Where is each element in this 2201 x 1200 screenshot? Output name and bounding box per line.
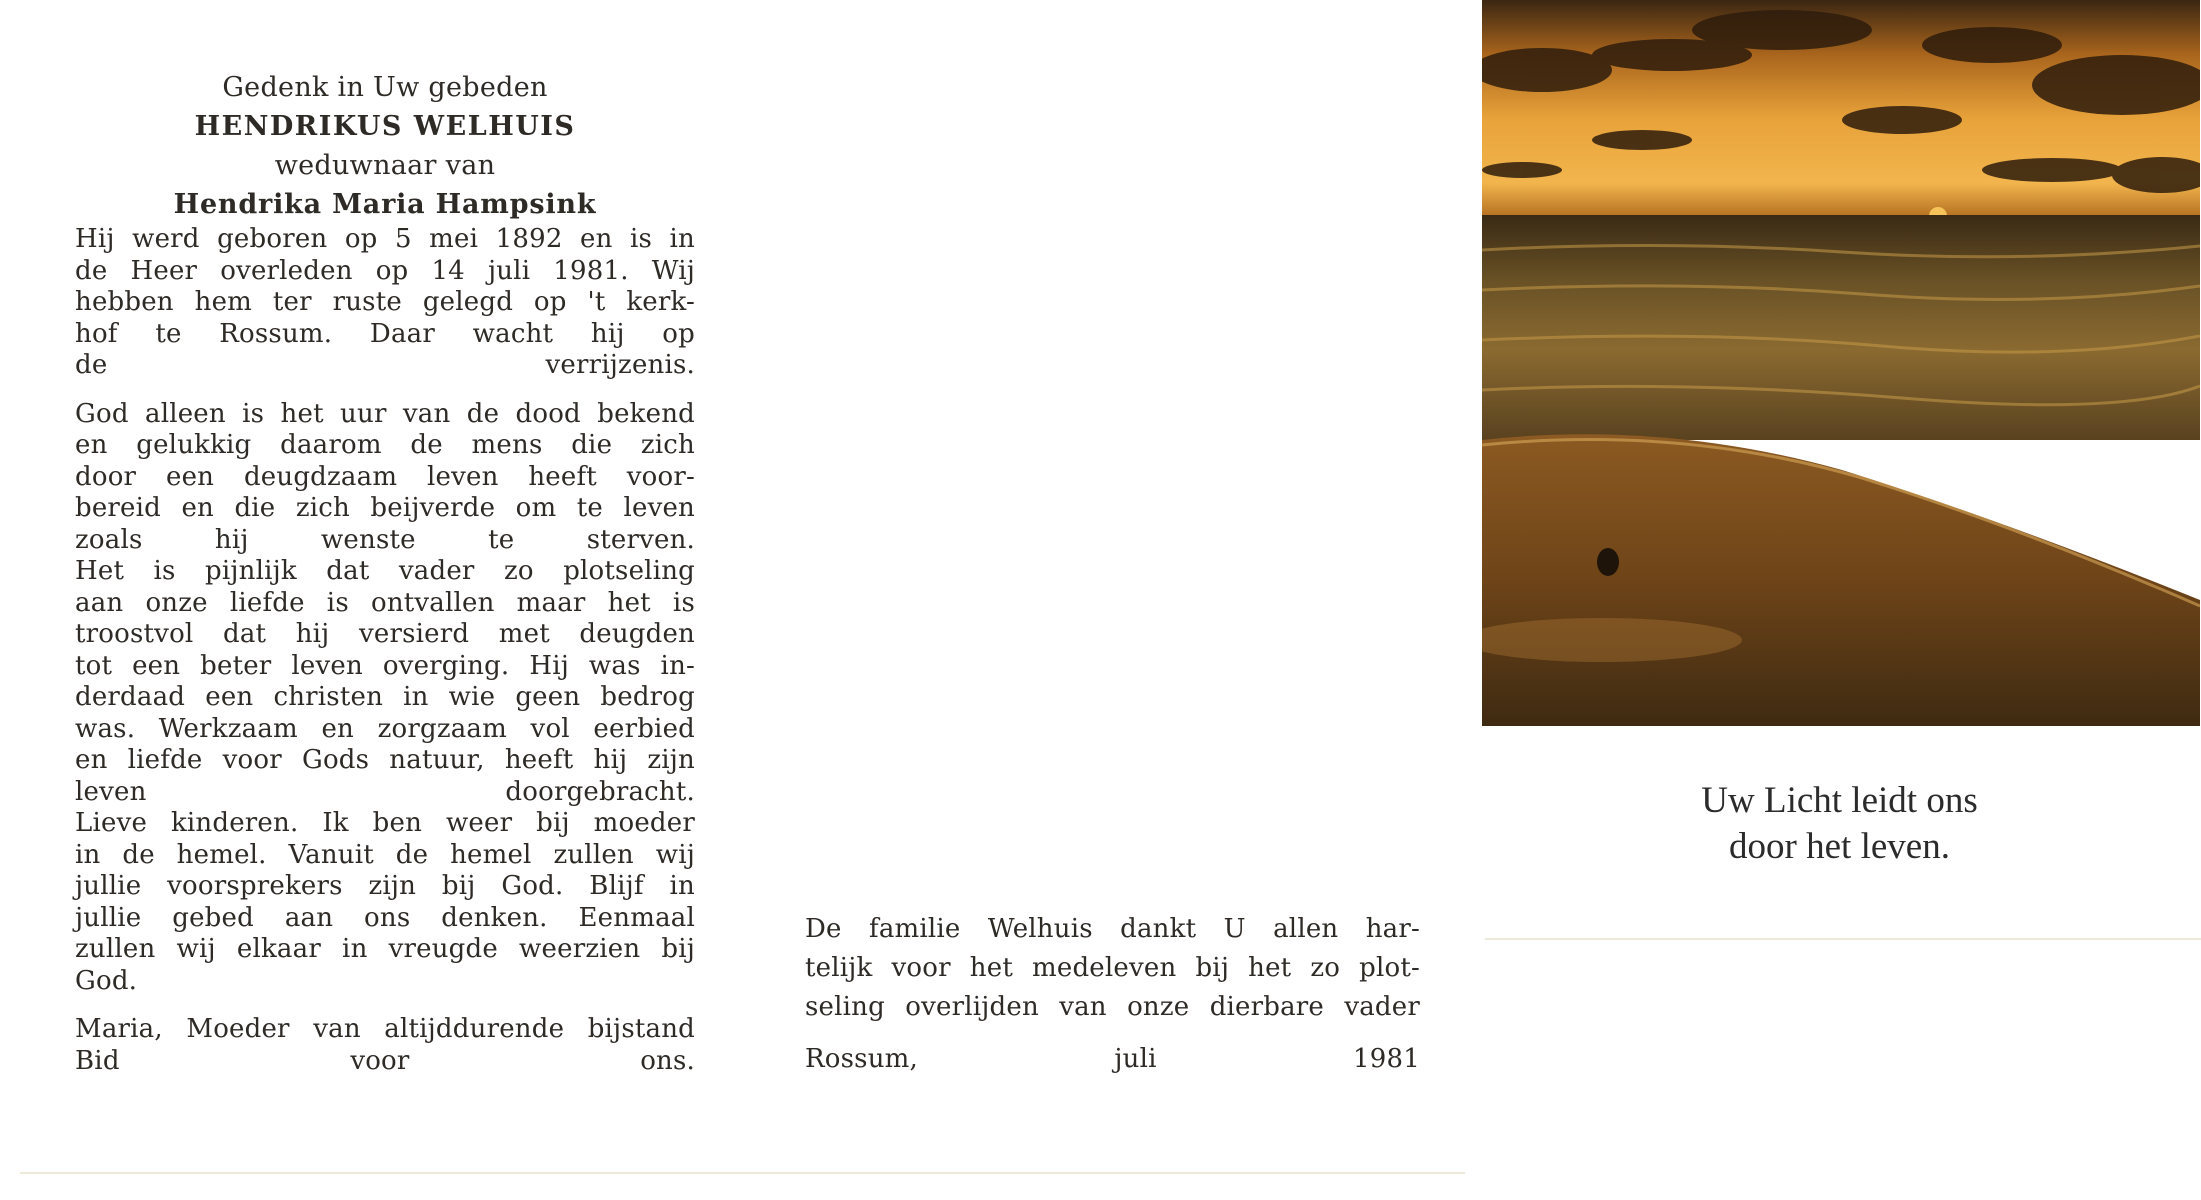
text-line: derdaad een christen in wie geen bedrog [75, 682, 695, 712]
text-line: zoals hij wenste te sterven. [75, 524, 695, 555]
card-edge [1485, 938, 2201, 940]
thanks-line: telijk voor het medeleven bij het zo plot- [805, 953, 1420, 983]
bio-line: de verrijzenis. [75, 350, 695, 380]
text-line: was. Werkzaam en zorgzaam vol eerbied [75, 713, 695, 744]
header-line: Gedenk in Uw gebeden [222, 72, 548, 103]
prayer-line: Bid voor ons. [75, 1045, 695, 1076]
prayer [75, 1014, 695, 1077]
caption-line: door het leven. [1729, 826, 1950, 867]
bio-line: hof te Rossum. Daar wacht hij op [75, 318, 695, 349]
header-line: weduwnaar van [274, 150, 496, 181]
text-line: God alleen is het uur van de dood bekend [75, 398, 695, 429]
text-line: in de hemel. Vanuit de hemel zullen wij [75, 839, 695, 870]
text-line: en liefde voor Gods natuur, heeft hij zijn [75, 745, 695, 775]
caption-line: Uw Licht leidt ons [1701, 780, 1978, 821]
text-line: Lieve kinderen. Ik ben weer bij moeder [75, 808, 695, 838]
text-line: bereid en die zich beijverde om te leven [75, 493, 695, 523]
sunset-sea-photo [1482, 0, 2200, 726]
text-line: God. [75, 965, 138, 996]
text-line: en gelukkig daarom de mens die zich [75, 430, 695, 460]
text-line: zullen wij elkaar in vreugde weerzien bij [75, 934, 695, 964]
text-line: tot een beter leven overging. Hij was in- [75, 650, 695, 681]
middle-panel [805, 910, 1420, 1076]
text-line: leven doorgebracht. [75, 776, 695, 807]
deceased-name: HENDRIKUS WELHUIS [194, 111, 576, 142]
memorial-text [75, 399, 695, 998]
left-panel [75, 68, 695, 1077]
place-date [805, 1044, 1420, 1076]
biography [75, 224, 695, 382]
text-line: jullie voorsprekers zijn bij God. Blijf in [75, 871, 695, 901]
right-panel [1478, 0, 2201, 940]
text-line: troostvol dat hij versierd met deugden [75, 619, 695, 649]
text-line: Het is pijnlijk dat vader zo plotseling [75, 556, 695, 586]
bio-line: Hij werd geboren op 5 mei 1892 en is in [75, 224, 695, 254]
memorial-header [75, 68, 695, 224]
bio-line: hebben hem ter ruste gelegd op 't kerk- [75, 287, 695, 317]
text-line: door een deugdzaam leven heeft voor- [75, 461, 695, 492]
place-date-text: Rossum, juli 1981 [805, 1044, 1420, 1074]
text-line: jullie gebed aan ons denken. Eenmaal [75, 902, 695, 933]
photo-caption [1478, 778, 2201, 870]
card-edge [20, 1172, 1465, 1174]
thanks-text [805, 910, 1420, 1027]
thanks-line: De familie Welhuis dankt U allen har- [805, 914, 1420, 944]
thanks-line: seling overlijden van onze dierbare vader [805, 992, 1420, 1022]
text-line: aan onze liefde is ontvallen maar het is [75, 587, 695, 618]
prayer-line: Maria, Moeder van altijddurende bijstand [75, 1014, 695, 1044]
spouse-name: Hendrika Maria Hampsink [173, 189, 597, 220]
bio-line: de Heer overleden op 14 juli 1981. Wij [75, 255, 695, 286]
